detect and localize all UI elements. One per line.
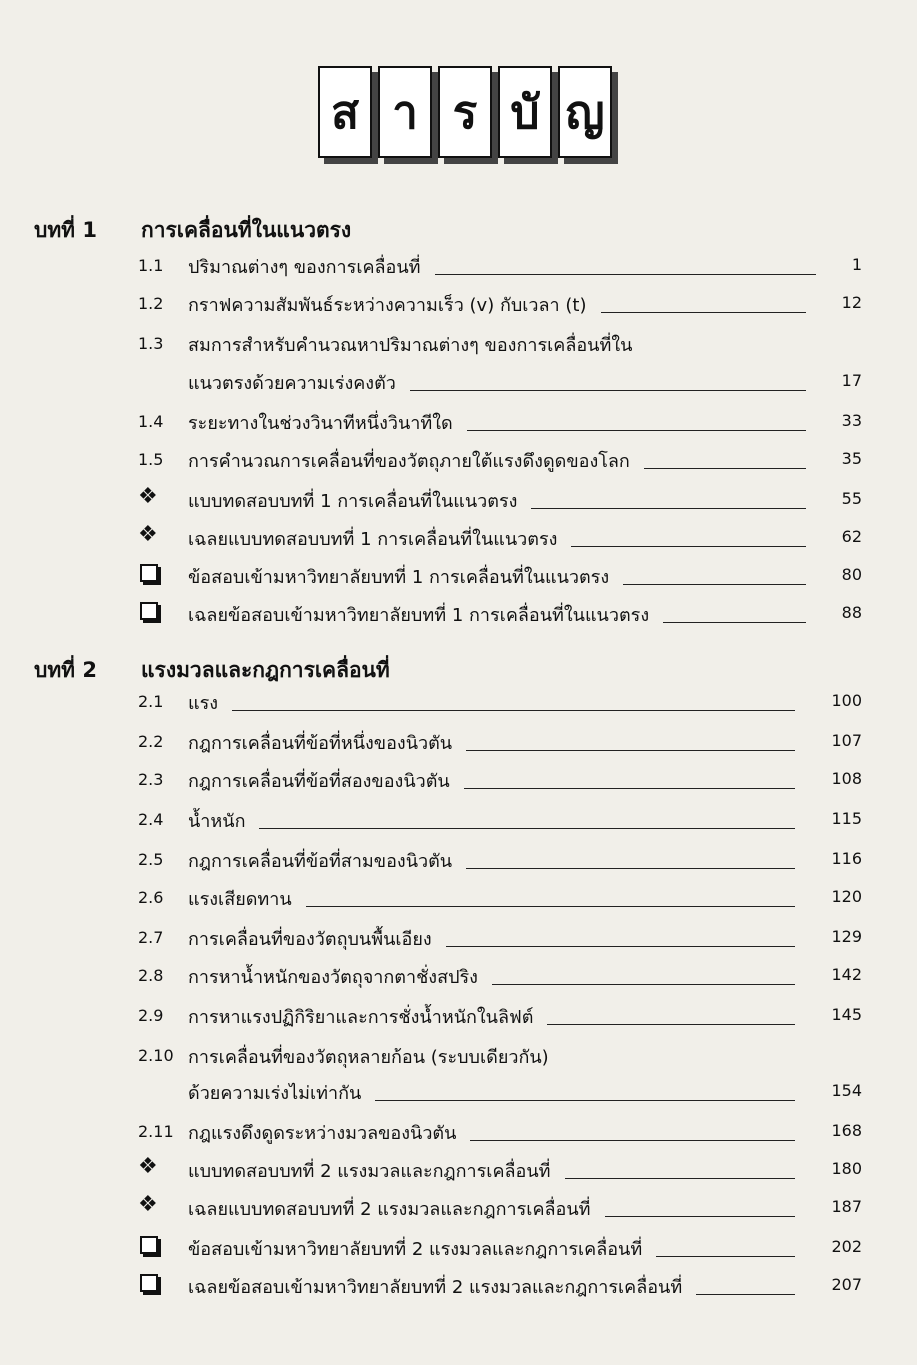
toc-entry [138, 446, 862, 476]
toc-entry [138, 924, 862, 954]
toc-entry-number: 2.6 [138, 888, 164, 907]
leader-line [464, 788, 796, 789]
toc-entry-number: 2.9 [138, 1006, 164, 1025]
leader-line [644, 468, 806, 469]
toc-entry-text: ข้อสอบเข้ามหาวิทยาลัยบทที่ 2 แรงมวลและกฎการเคลื่อนที่ [188, 1239, 643, 1260]
chapter-title: แรงมวลและกฎการเคลื่อนที่ [141, 658, 390, 682]
toc-entry [138, 330, 862, 360]
title-letter-box [378, 66, 432, 158]
title-letter-box [498, 66, 552, 158]
square-bullet-icon [140, 602, 158, 620]
toc-entry-page: 55 [841, 489, 862, 508]
leader-line [547, 1024, 795, 1025]
toc-entry [138, 1042, 862, 1072]
toc-entry-text: ข้อสอบเข้ามหาวิทยาลัยบทที่ 1 การเคลื่อนที่ในแนวตรง [188, 567, 610, 588]
toc-entry-number: 2.10 [138, 1046, 174, 1065]
toc-entry-text: แนวตรงด้วยความเร่งคงตัว [188, 373, 396, 394]
toc-entry-page: 207 [831, 1275, 862, 1294]
toc-entry-page: 107 [831, 731, 862, 750]
toc-entry-text: การหาน้ำหนักของวัตถุจากตาชั่งสปริง [188, 967, 478, 988]
leader-line [571, 546, 805, 547]
toc-entry-number: 2.11 [138, 1122, 174, 1141]
toc-entry [138, 1156, 862, 1186]
toc-entry-text: กฎการเคลื่อนที่ข้อที่สองของนิวตัน [188, 771, 450, 792]
toc-entry-text: กฎการเคลื่อนที่ข้อที่หนึ่งของนิวตัน [188, 733, 453, 754]
toc-entry-text: การคำนวณการเคลื่อนที่ของวัตถุภายใต้แรงดึงดูดของโลก [188, 451, 630, 472]
toc-entry-page: 1 [851, 255, 862, 274]
toc-entry-text: เฉลยข้อสอบเข้ามหาวิทยาลัยบทที่ 1 การเคลื่อนที่ในแนวตรง [188, 605, 650, 626]
toc-entry-text: ระยะทางในช่วงวินาทีหนึ่งวินาทีใด [188, 413, 453, 434]
leader-line [601, 312, 806, 313]
leader-line [435, 274, 816, 275]
toc-entry-page: 33 [841, 411, 862, 430]
leader-line [470, 1140, 795, 1141]
diamond-bullet-icon: ❖ [138, 1154, 158, 1179]
toc-entry [138, 962, 862, 992]
toc-entry-page: 108 [831, 769, 862, 788]
toc-entry [138, 524, 862, 554]
toc-entry [138, 728, 862, 758]
toc-entry-text: การหาแรงปฏิกิริยาและการชั่งน้ำหนักในลิฟต์ [188, 1007, 534, 1028]
toc-entry-page: 116 [831, 849, 862, 868]
toc-entry [138, 1002, 862, 1032]
toc-entry-text: สมการสำหรับคำนวณหาปริมาณต่างๆ ของการเคลื่อนที่ใน [188, 335, 633, 356]
toc-entry-page: 154 [831, 1081, 862, 1100]
diamond-bullet-icon: ❖ [138, 484, 158, 509]
toc-entry-text: แบบทดสอบบทที่ 2 แรงมวลและกฎการเคลื่อนที่ [188, 1161, 551, 1182]
toc-entry-page: 180 [831, 1159, 862, 1178]
toc-entry-number: 1.4 [138, 412, 164, 431]
toc-entry [138, 766, 862, 796]
toc-entry-number: 2.4 [138, 810, 164, 829]
leader-line [531, 508, 805, 509]
diamond-bullet-icon: ❖ [138, 1192, 158, 1217]
leader-line [623, 584, 806, 585]
leader-line [656, 1256, 795, 1257]
chapter-heading [34, 654, 390, 687]
square-bullet-icon [140, 1236, 158, 1254]
title-letter: ญ [565, 84, 605, 139]
toc-entry-page: 120 [831, 887, 862, 906]
leader-line [467, 430, 806, 431]
title-letter-box [558, 66, 612, 158]
leader-line [663, 622, 806, 623]
toc-entry-text: เฉลยแบบทดสอบบทที่ 1 การเคลื่อนที่ในแนวตรง [188, 529, 558, 550]
toc-entry [138, 1118, 862, 1148]
toc-entry-number: 1.1 [138, 256, 164, 275]
toc-entry-text: กฎการเคลื่อนที่ข้อที่สามของนิวตัน [188, 851, 453, 872]
toc-entry-number: 2.2 [138, 732, 164, 751]
title-letter: บั [510, 84, 540, 139]
toc-entry-page: 88 [841, 603, 862, 622]
toc-entry [138, 252, 862, 282]
square-bullet-icon [140, 1274, 158, 1292]
leader-line [232, 710, 795, 711]
toc-entry-number: 2.5 [138, 850, 164, 869]
leader-line [446, 946, 796, 947]
leader-line [605, 1216, 796, 1217]
toc-entry [138, 1078, 862, 1108]
title-letter: า [392, 84, 418, 139]
toc-entry-text: ด้วยความเร่งไม่เท่ากัน [188, 1083, 362, 1104]
chapter-title: การเคลื่อนที่ในแนวตรง [141, 218, 352, 242]
leader-line [492, 984, 796, 985]
toc-entry [138, 846, 862, 876]
toc-entry-text: การเคลื่อนที่ของวัตถุบนพื้นเอียง [188, 929, 432, 950]
toc-entry [138, 688, 862, 718]
toc-entry [138, 368, 862, 398]
toc-entry-page: 142 [831, 965, 862, 984]
leader-line [375, 1100, 795, 1101]
toc-entry [138, 486, 862, 516]
leader-line [306, 906, 796, 907]
leader-line [466, 868, 795, 869]
chapter-label: บทที่ 2 [34, 658, 97, 682]
toc-entry-page: 17 [841, 371, 862, 390]
toc-entry [138, 290, 862, 320]
leader-line [259, 828, 795, 829]
toc-entry-text: ปริมาณต่างๆ ของการเคลื่อนที่ [188, 257, 421, 278]
leader-line [410, 390, 806, 391]
toc-entry-page: 202 [831, 1237, 862, 1256]
toc-title [0, 66, 917, 166]
toc-entry-number: 1.3 [138, 334, 164, 353]
toc-entry [138, 600, 862, 630]
toc-entry-page: 168 [831, 1121, 862, 1140]
toc-entry [138, 1194, 862, 1224]
leader-line [466, 750, 795, 751]
toc-entry-text: เฉลยแบบทดสอบบทที่ 2 แรงมวลและกฎการเคลื่อนที่ [188, 1199, 591, 1220]
chapter-label: บทที่ 1 [34, 218, 97, 242]
leader-line [565, 1178, 796, 1179]
toc-entry-text: น้ำหนัก [188, 811, 246, 832]
toc-entry-number: 2.7 [138, 928, 164, 947]
chapter-heading [34, 214, 352, 247]
title-letter-box [438, 66, 492, 158]
toc-entry-page: 80 [841, 565, 862, 584]
toc-entry [138, 806, 862, 836]
toc-entry-number: 1.5 [138, 450, 164, 469]
title-letter: ส [330, 84, 360, 139]
toc-entry-number: 2.3 [138, 770, 164, 789]
toc-entry-page: 35 [841, 449, 862, 468]
toc-entry-text: การเคลื่อนที่ของวัตถุหลายก้อน (ระบบเดียวกัน) [188, 1047, 549, 1068]
toc-entry-page: 62 [841, 527, 862, 546]
leader-line [696, 1294, 795, 1295]
toc-entry [138, 562, 862, 592]
toc-entry [138, 1234, 862, 1264]
toc-entry [138, 884, 862, 914]
toc-entry-page: 100 [831, 691, 862, 710]
toc-entry-page: 145 [831, 1005, 862, 1024]
toc-entry-text: แรง [188, 693, 219, 714]
toc-entry-number: 2.8 [138, 966, 164, 985]
toc-entry-text: แรงเสียดทาน [188, 889, 292, 910]
toc-entry-text: กราฟความสัมพันธ์ระหว่างความเร็ว (v) กับเวลา (t) [188, 295, 587, 316]
title-letter: ร [452, 84, 478, 139]
toc-entry-page: 12 [841, 293, 862, 312]
toc-entry [138, 408, 862, 438]
toc-entry-text: กฎแรงดึงดูดระหว่างมวลของนิวตัน [188, 1123, 457, 1144]
toc-entry [138, 1272, 862, 1302]
toc-entry-page: 187 [831, 1197, 862, 1216]
diamond-bullet-icon: ❖ [138, 522, 158, 547]
toc-entry-text: แบบทดสอบบทที่ 1 การเคลื่อนที่ในแนวตรง [188, 491, 518, 512]
toc-entry-number: 2.1 [138, 692, 164, 711]
toc-entry-page: 115 [831, 809, 862, 828]
square-bullet-icon [140, 564, 158, 582]
toc-entry-number: 1.2 [138, 294, 164, 313]
toc-entry-page: 129 [831, 927, 862, 946]
toc-entry-text: เฉลยข้อสอบเข้ามหาวิทยาลัยบทที่ 2 แรงมวลและกฎการเคลื่อนที่ [188, 1277, 683, 1298]
title-letter-box [318, 66, 372, 158]
